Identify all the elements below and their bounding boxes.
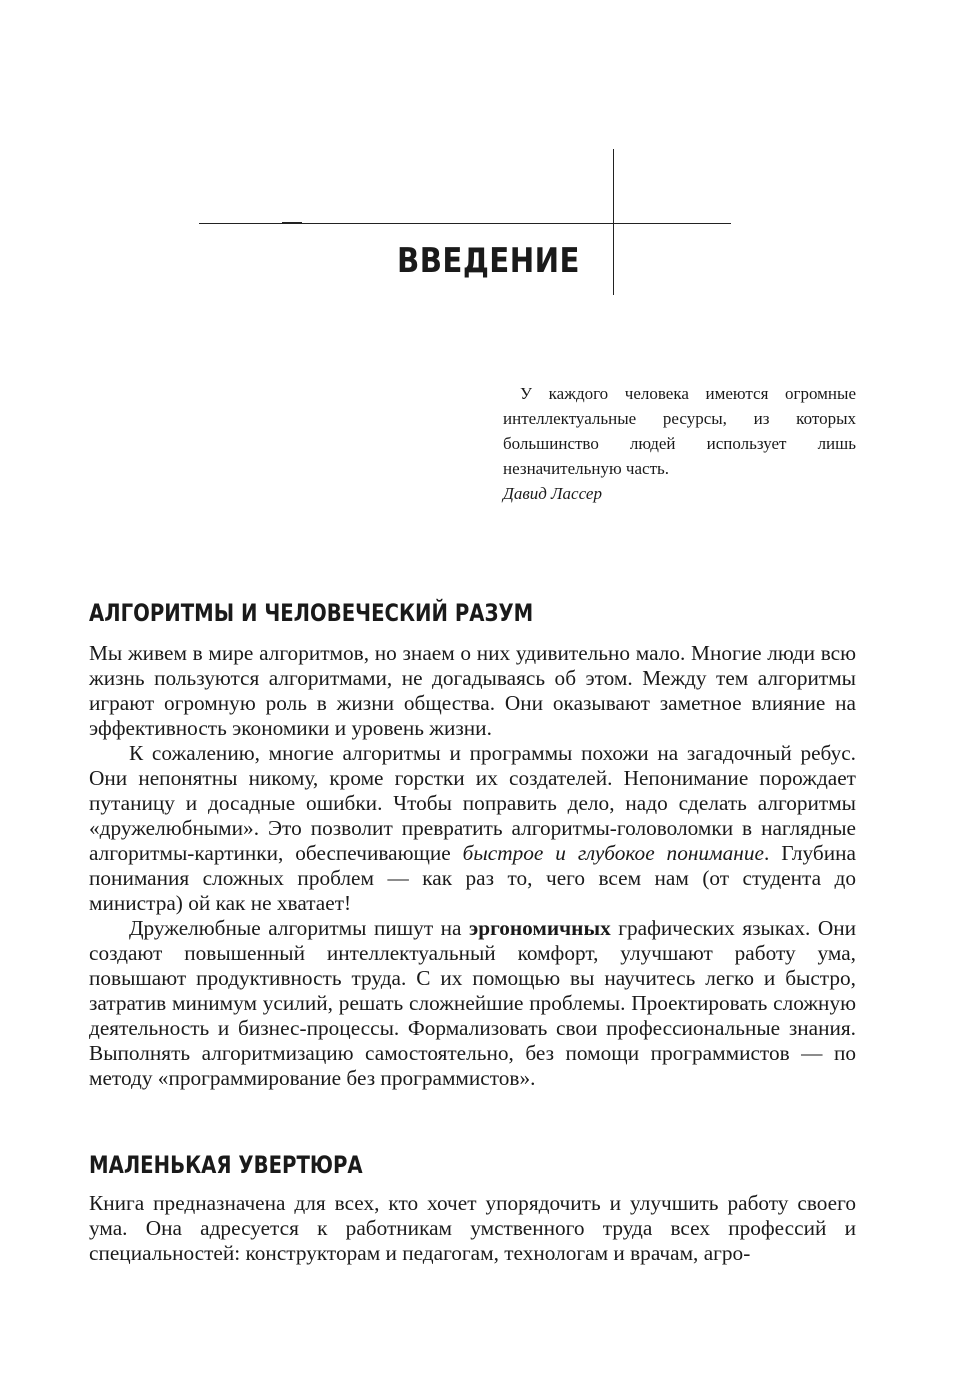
paragraph [89,741,856,916]
epigraph-author: Давид Лассер [503,484,602,503]
epigraph-text: У каждого человека имеются огромные интеллектуальные ресурсы, из которых большинство людей использует лишь незначительную часть. [503,384,856,478]
title-rule-vertical [613,149,614,295]
paragraph: Мы живем в мире алгоритмов, но знаем о них удивительно мало. Многие люди всю жизнь пользуются алгоритмами, не догадываясь об этом. Между тем алгоритмы играют огромную роль в жизни общества. Они оказывают заметное влияние на эффективность экономики и уровень жизни. [89,641,856,740]
bold-text: эргономичных [469,916,611,940]
title-rule-horizontal [199,223,731,224]
emphasis-text: быстрое и глубокое понимание [462,841,764,865]
paragraph-text: Дружелюбные алгоритмы пишут на [129,916,470,940]
paragraph [89,916,856,1091]
paragraph-text: К сожалению, многие алгоритмы и программы похожи на загадочный ребус. Они непонятны никому, кроме горстки их создателей. Непонимание порождает путаницу и досадные ошибки. Чтобы поправить дело, надо сделать алгоритмы «дружелюбными». Это позволит превратить алгоритмы-головоломки в наглядные алгоритмы-картинки, обеспечивающие [89,741,856,865]
paragraph-text: . Глубина понимания сложных проблем — как раз то, чего всем нам (от студента до министра) ой как не хватает! [89,841,856,915]
section-heading-overture: МАЛЕНЬКАЯ УВЕРТЮРА [89,1151,363,1179]
epigraph [503,381,856,506]
title-rule-accent [282,222,302,224]
section-heading-algorithms: АЛГОРИТМЫ И ЧЕЛОВЕЧЕСКИЙ РАЗУМ [89,599,534,627]
chapter-title: ВВЕДЕНИЕ [397,241,580,281]
paragraph-text: графических языках. Они создают повышенный интеллектуальный комфорт, улучшают работу ума, повышают продуктивность труда. С их помощью вы научитесь легко и быстро, затратив минимум усилий, решать сложнейшие проблемы. Проектировать сложную деятельность и бизнес-процессы. Формализовать свои профессиональные знания. Выполнять алгоритмизацию самостоятельно, без помощи программистов — по методу «программирование без программистов». [89,916,856,1090]
section-body-overture [89,1191,856,1266]
paragraph: Книга предназначена для всех, кто хочет упорядочить и улучшить работу своего ума. Она адресуется к работникам умственного труда всех профессий и специальностей: конструкторам и педагогам, технологам и врачам, агро- [89,1191,856,1265]
section-body-algorithms [89,641,856,1091]
